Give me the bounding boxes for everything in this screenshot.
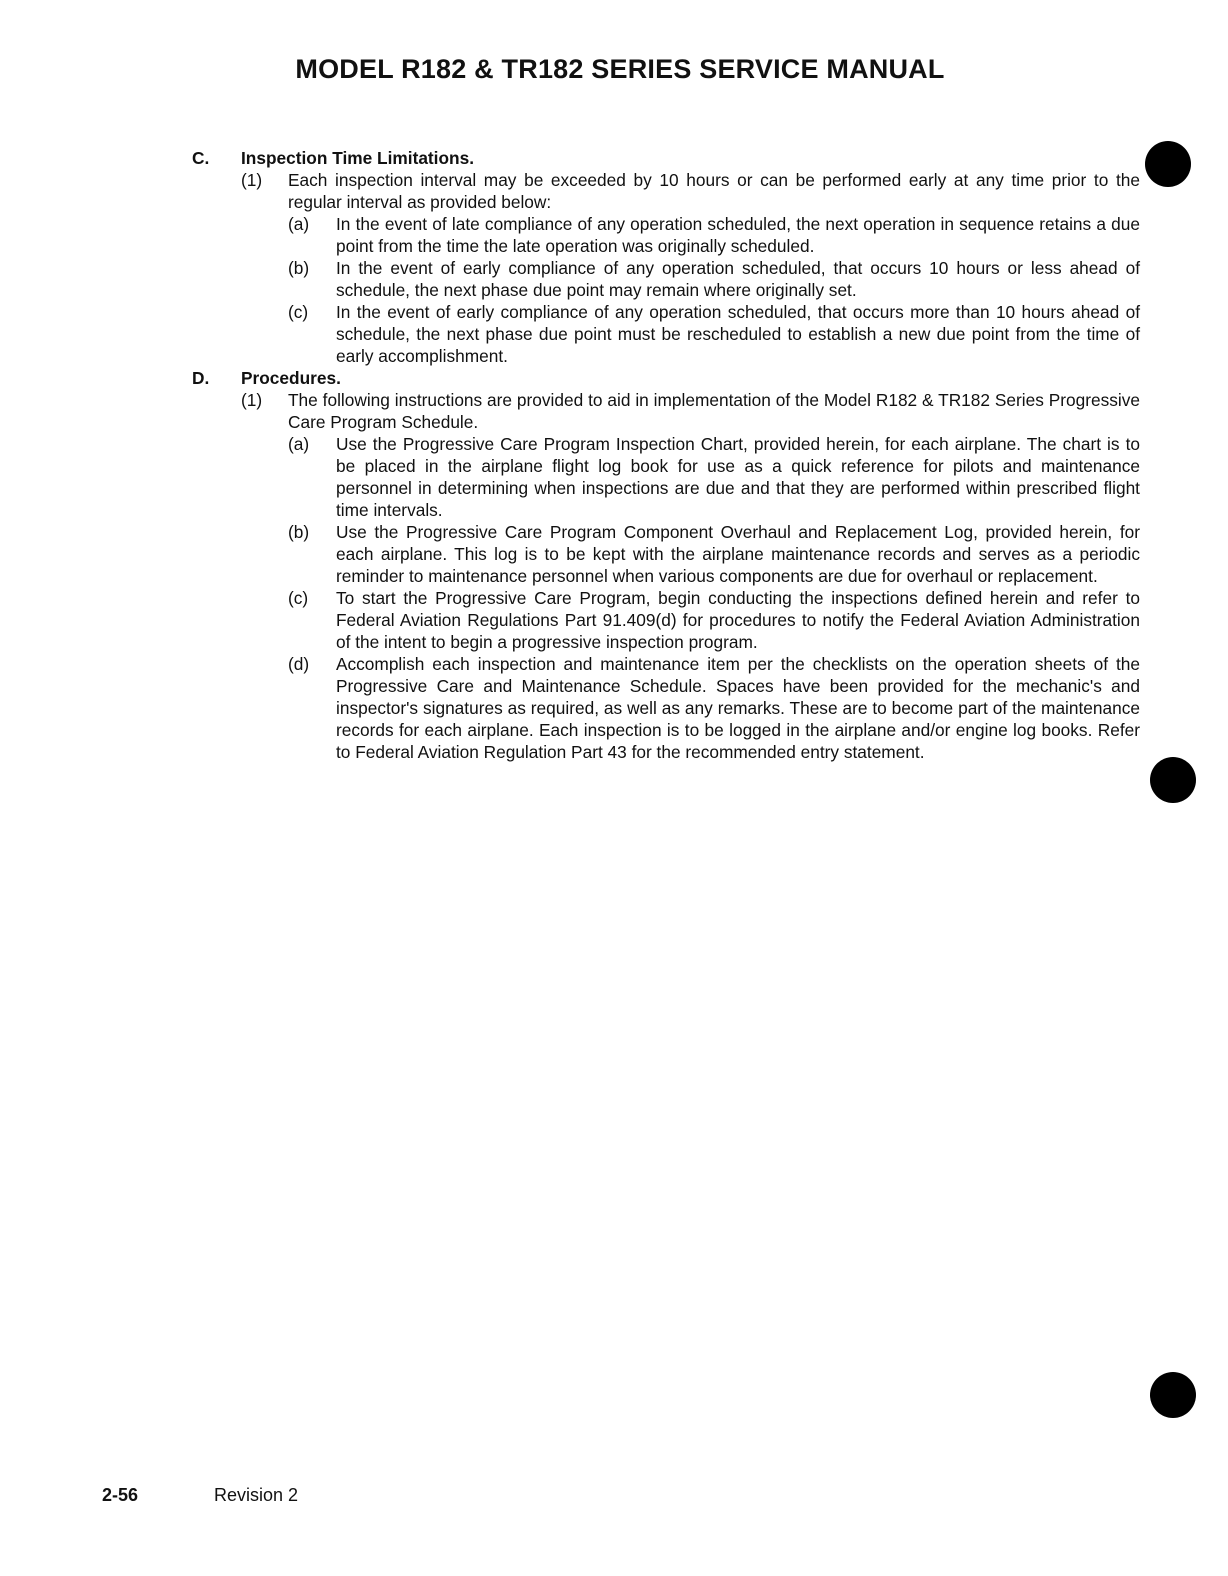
sub-item xyxy=(288,653,1140,763)
section-title: Inspection Time Limitations. xyxy=(241,148,475,168)
sub-item-letter: (c) xyxy=(288,302,309,322)
paragraph-text: Each inspection interval may be exceeded by 10 hours or can be performed early at any time prior to the regular interval as provided below: xyxy=(288,170,1140,212)
page-title: MODEL R182 & TR182 SERIES SERVICE MANUAL xyxy=(295,54,945,84)
sub-item xyxy=(288,213,1140,257)
paragraph-number: (1) xyxy=(241,170,263,190)
page-number: 2-56 xyxy=(102,1485,139,1505)
sub-item xyxy=(288,521,1140,587)
document-body xyxy=(192,147,1140,763)
revision-marker-dot xyxy=(1150,757,1196,803)
sub-item xyxy=(288,257,1140,301)
revision-label: Revision 2 xyxy=(214,1485,299,1505)
paragraph-number: (1) xyxy=(241,390,263,410)
section-title: Procedures. xyxy=(241,368,341,388)
section-letter: C. xyxy=(192,148,210,168)
sub-item-text: To start the Progressive Care Program, begin conducting the inspections defined herein and refer to Federal Aviation Regulations Part 91.409(d) for procedures to notify the Federal Aviation Administration of the intent to begin a progressive inspection program. xyxy=(336,588,1140,652)
sub-item-text: In the event of early compliance of any operation scheduled, that occurs more than 10 hours ahead of schedule, the next phase due point must be rescheduled to establish a new due point from the time of early accomplishment. xyxy=(336,302,1140,366)
sub-item xyxy=(288,433,1140,521)
sub-item-letter: (a) xyxy=(288,214,310,234)
sub-item-text: Use the Progressive Care Program Inspection Chart, provided herein, for each airplane. The chart is to be placed in the airplane flight log book for use as a quick reference for pilots and maintenance personnel in determining when inspections are due and that they are performed within prescribed flight time intervals. xyxy=(336,434,1140,520)
sub-item-text: Use the Progressive Care Program Component Overhaul and Replacement Log, provided herein, for each airplane. This log is to be kept with the airplane maintenance records and serves as a periodic reminder to maintenance personnel when various components are due for overhaul or replacement. xyxy=(336,522,1140,586)
sub-item-text: In the event of late compliance of any operation scheduled, the next operation in sequence retains a due point from the time the late operation was originally scheduled. xyxy=(336,214,1140,256)
sub-item xyxy=(288,301,1140,367)
section-letter: D. xyxy=(192,368,210,388)
sub-item-text: Accomplish each inspection and maintenance item per the checklists on the operation sheets of the Progressive Care and Maintenance Schedule. Spaces have been provided for the mechanic's and inspector's signatures as required, as well as any remarks. These are to become part of the maintenance records for each airplane. Each inspection is to be logged in the airplane and/or engine log books. Refer to Federal Aviation Regulation Part 43 for the recommended entry statement. xyxy=(336,654,1140,762)
revision-marker-dot xyxy=(1150,1372,1196,1418)
sub-item-letter: (c) xyxy=(288,588,309,608)
sub-item xyxy=(288,587,1140,653)
section-c xyxy=(192,147,1140,367)
sub-item-letter: (a) xyxy=(288,434,310,454)
sub-item-letter: (b) xyxy=(288,258,310,278)
sub-item-letter: (d) xyxy=(288,654,310,674)
paragraph xyxy=(241,389,1140,763)
section-d xyxy=(192,367,1140,763)
sub-item-letter: (b) xyxy=(288,522,310,542)
paragraph xyxy=(241,169,1140,367)
paragraph-text: The following instructions are provided to aid in implementation of the Model R182 & TR182 Series Progressive Care Program Schedule. xyxy=(288,390,1140,432)
revision-marker-dot xyxy=(1145,141,1191,187)
sub-item-text: In the event of early compliance of any operation scheduled, that occurs 10 hours or less ahead of schedule, the next phase due point may remain where originally set. xyxy=(336,258,1140,300)
